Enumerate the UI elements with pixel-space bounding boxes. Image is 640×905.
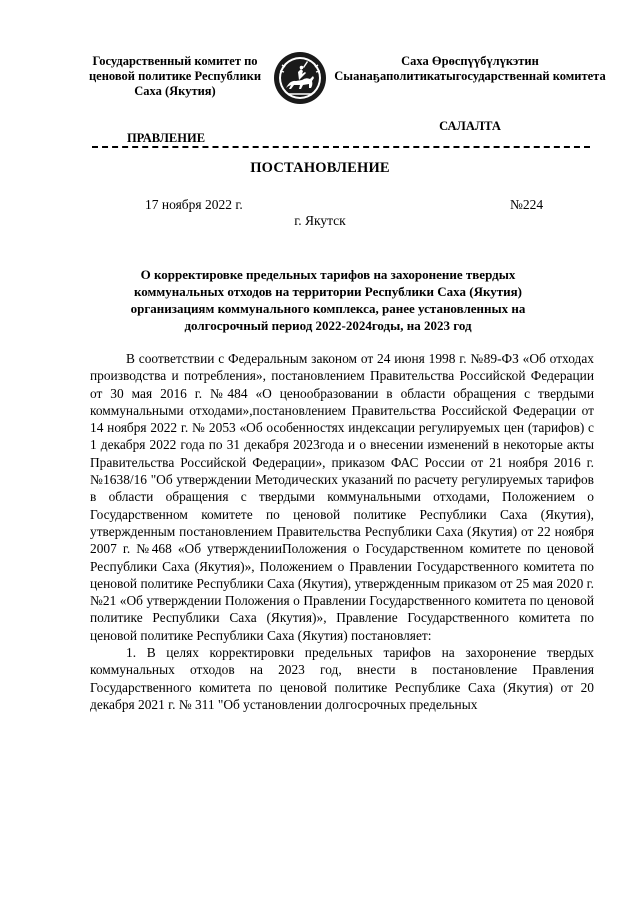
- sakha-republic-emblem-icon: [272, 50, 328, 106]
- right-body-label: САЛАЛТА: [439, 119, 501, 133]
- header-right-org: Саха Өрөспүүбүлүкэтин Сыанаҕаполитикатыгосударственнай комитета: [334, 54, 606, 83]
- body-paragraph: 1. В целях корректировки предельных тарифов на захоронение твердых коммунальных отходов на 2023 год, внести в постановление Правления Государственного комитета по ценовой политике Республике Саха (Якутия) от 20 декабря 2021 г. № 311 "Об установлении долгосрочных предельных: [90, 645, 594, 712]
- header-left-org: Государственный комитет по ценовой политике Республики Саха (Якутия): [88, 54, 262, 98]
- body-paragraph: В соответствии с Федеральным законом от 24 июня 1998 г. №89-ФЗ «Об отходах производства и потребления», постановлением Правительства Российской Федерации от 30 мая 2016 г. №484 «О ценообразовании в области обращения с твердыми коммунальными отходами»,постановлением Правительства Российской Федерации от 14 ноября 2022 г. № 2053 «Об особенностях индексации регулируемых цен (тарифов) с 1 декабря 2022 года по 31 декабря 2023года и о внесении изменений в некоторые акты Правительства Российской Федерации», приказом ФАС России от 21 ноября 2016 г. №1638/16 "Об утверждении Методических указаний по расчету регулируемых тарифов в области обращения с твердыми коммунальными отходами, Положением о Государственном комитете по ценовой политике Республики Саха (Якутия), утвержденным постановлением Правительства Республики Саха (Якутия) от 22 ноября 2007 г. №468 «Об утвержденииПоложения о Государственном комитете по ценовой Республики Саха (Якутия)», Положением о Правлении Государственного комитета по ценовой политике Республики Саха (Якутия), утвержденным приказом от 25 мая 2020 г.№21 «Об утверждении Положения о Правлении Государственного комитета по ценовой политике Республики Саха (Якутия)», Правление Государственного комитета по ценовой политике Республики Саха (Якутия) постановляет:: [90, 351, 594, 643]
- document-body: [90, 350, 594, 713]
- document-type: ПОСТАНОВЛЕНИЕ: [250, 160, 390, 176]
- header-divider: [92, 146, 590, 148]
- left-body-label: ПРАВЛЕНИЕ: [126, 131, 206, 145]
- document-title: О корректировке предельных тарифов на захоронение твердых коммунальных отходов на территории Республики Саха (Якутия) организациям коммунального комплекса, ранее установленных на долгосрочный период 2022-2024годы, на 2023 год: [130, 267, 526, 333]
- document-city: г. Якутск: [294, 213, 346, 228]
- document-number: №224: [510, 197, 544, 212]
- document-date: 17 ноября 2022 г.: [145, 197, 243, 212]
